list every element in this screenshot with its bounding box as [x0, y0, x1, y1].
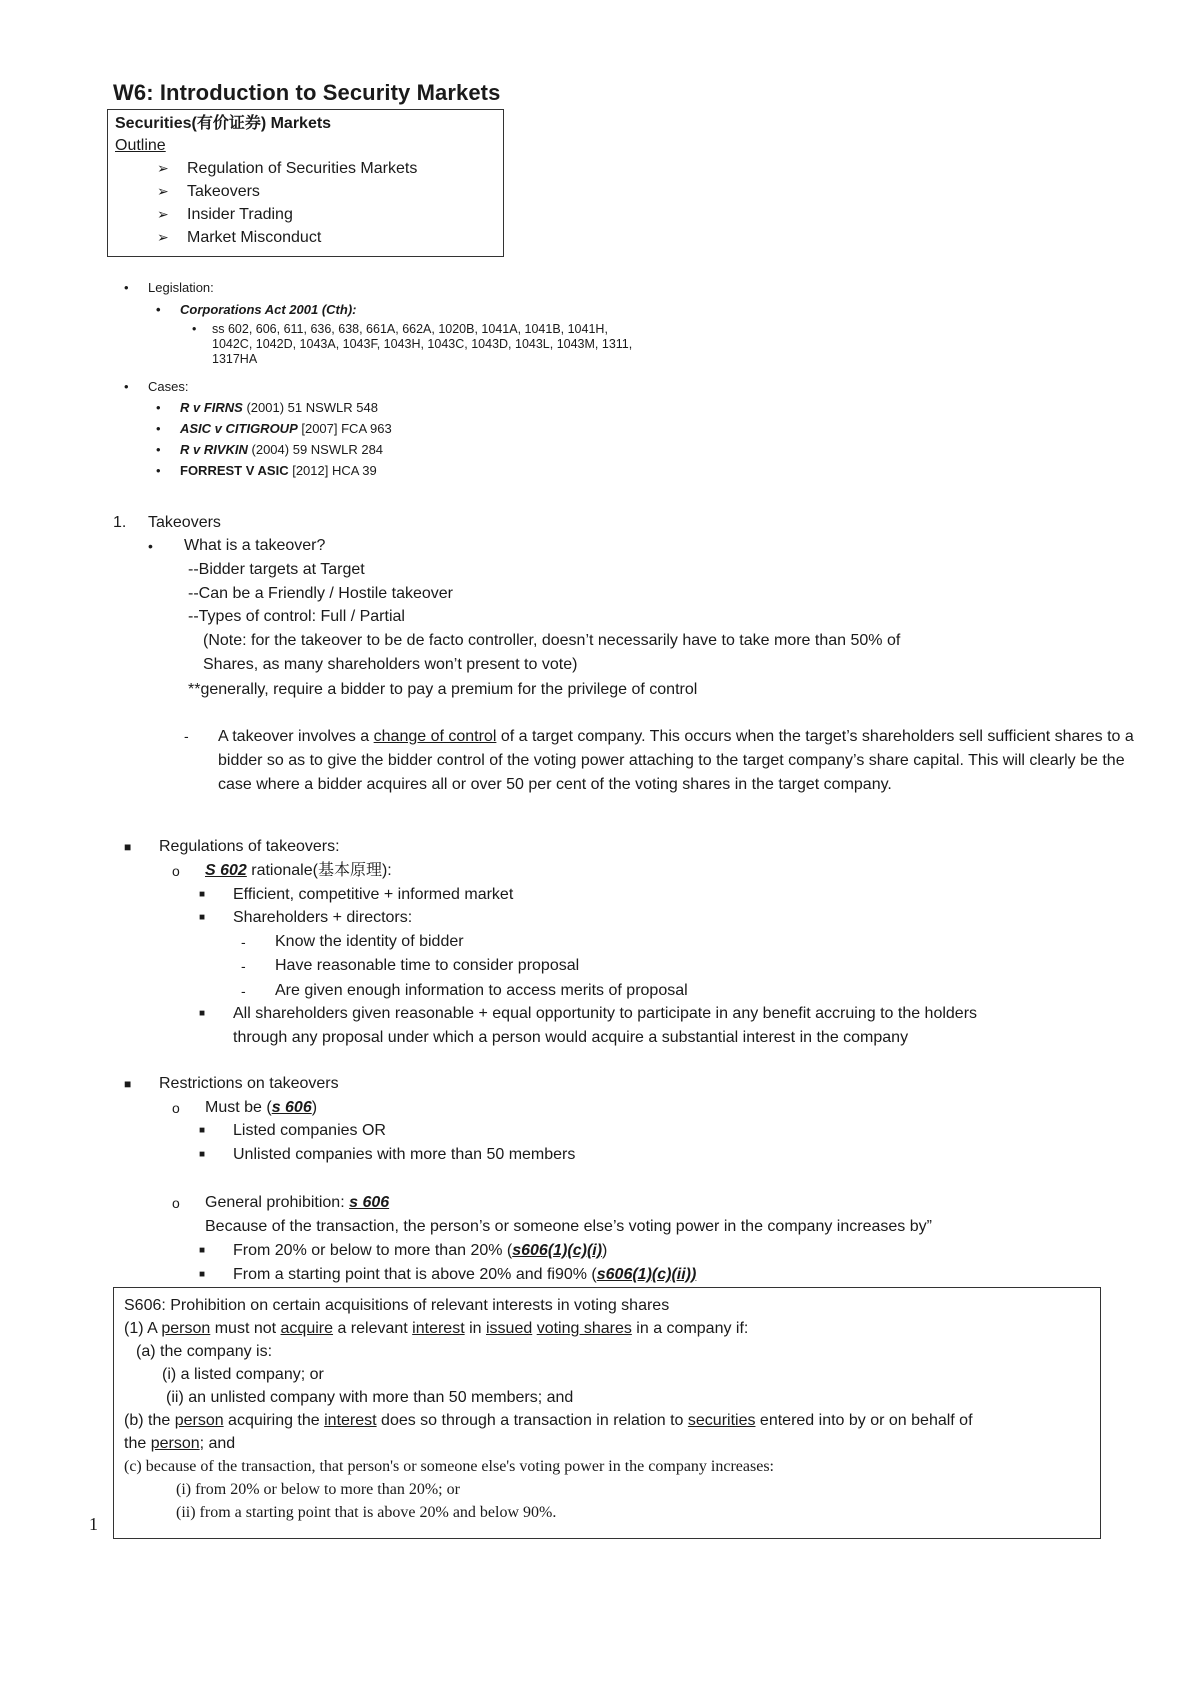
restrictions-heading: Restrictions on takeovers [159, 1075, 339, 1092]
square-bullet-icon: ■ [199, 1149, 206, 1160]
threshold-item: From a starting point that is above 20% and ﬁ90% (s606(1)(c)(ii)) [233, 1266, 697, 1283]
arrow-bullet-icon: ➢ [157, 183, 169, 199]
general-prohibition: General prohibition: s 606 [205, 1194, 390, 1211]
s602-rationale: S 602 rationale(基本原理): [205, 862, 392, 879]
outline-item: ➢ Takeovers [157, 180, 496, 203]
square-bullet-icon: ■ [199, 1245, 206, 1256]
rationale-sub-item: Know the identity of bidder [275, 933, 464, 950]
arrow-bullet-icon: ➢ [157, 160, 169, 176]
s606-para-a: (a) the company is: [136, 1343, 273, 1360]
threshold-item: From 20% or below to more than 20% (s606(1)(c)(i)) [233, 1242, 608, 1259]
dash-bullet-icon: - [241, 934, 246, 950]
page-number: 1 [89, 1514, 98, 1534]
takeover-line: --Types of control: Full / Partial [188, 608, 405, 625]
because-line: Because of the transaction, the person’s or someone else’s voting power in the company increases by” [205, 1218, 932, 1235]
rationale-item: through any proposal under which a person would acquire a substantial interest in the company [233, 1029, 909, 1046]
outline-heading: Securities(有价证券) Markets [115, 115, 332, 132]
rationale-item: Shareholders + directors: [233, 909, 413, 926]
case-item: • R v FIRNS (2001) 51 NSWLR 548 [156, 400, 378, 415]
takeover-definition: A takeover involves a change of control of a target company. This occurs when the target’s shareholders sell sufficient shares to a bidder so as to give the bidder control of the voting power attaching to the target company’s share capital. This will clearly be the case where a bidder acquires all or over 50 per cent of the voting shares in the target company. [218, 728, 1134, 793]
square-bullet-icon: ■ [199, 912, 206, 923]
takeover-line: --Can be a Friendly / Hostile takeover [188, 585, 453, 602]
s606-para-c: (c) because of the transaction, that person's or someone else's voting power in the company increases: [124, 1458, 774, 1475]
circle-bullet-icon: o [172, 1100, 180, 1116]
square-bullet-icon: ■ [199, 889, 206, 900]
takeover-premium: **generally, require a bidder to pay a premium for the privilege of control [188, 681, 698, 698]
takeover-note: (Note: for the takeover to be de facto controller, doesn’t necessarily have to take more than 50% of [203, 632, 901, 649]
arrow-bullet-icon: ➢ [157, 206, 169, 222]
case-item: • FORREST V ASIC [2012] HCA 39 [156, 463, 377, 478]
must-be: Must be (s 606) [205, 1099, 318, 1116]
outline-label: Outline [115, 137, 166, 154]
s606-para-a-ii: (ii) an unlisted company with more than 50 members; and [166, 1389, 574, 1406]
square-bullet-icon: ■ [199, 1125, 206, 1136]
arrow-bullet-icon: ➢ [157, 229, 169, 245]
page-title: W6: Introduction to Security Markets [113, 80, 501, 105]
square-bullet-icon: ■ [124, 840, 132, 854]
case-item: • R v RIVKIN (2004) 59 NSWLR 284 [156, 442, 384, 457]
rationale-item: All shareholders given reasonable + equal opportunity to participate in any benefit accruing to the holders [233, 1005, 978, 1022]
legislation-sections: • ss 602, 606, 611, 636, 638, 661A, 662A, 1020B, 1041A, 1041B, 1041H, 1042C, 1042D, 1043A, 1043F, 1043H, 1043C, 1043D, 1043L, 1043M, 1311, 1317HA [192, 322, 633, 366]
outline-list [115, 157, 496, 249]
square-bullet-icon: ■ [199, 1269, 206, 1280]
s606-subsection-1: (1) A person must not acquire a relevant interest in issued voting shares in a company if: [124, 1320, 749, 1337]
regulations-heading: Regulations of takeovers: [159, 838, 340, 855]
section-heading-takeovers: Takeovers [148, 514, 221, 531]
legislation-act: • Corporations Act 2001 (Cth): [156, 302, 357, 317]
s606-heading: S606: Prohibition on certain acquisitions of relevant interests in voting shares [124, 1297, 670, 1314]
what-is-takeover: What is a takeover? [184, 537, 326, 554]
cases-label: • Cases: [124, 379, 189, 394]
outline-item: ➢ Regulation of Securities Markets [157, 157, 496, 180]
square-bullet-icon: ■ [124, 1077, 132, 1091]
s606-para-b: (b) the person acquiring the interest does so through a transaction in relation to securities entered into by or on behalf of [124, 1412, 973, 1429]
dash-bullet-icon: - [241, 958, 246, 974]
rationale-sub-item: Are given enough information to access merits of proposal [275, 982, 688, 999]
outline-box [107, 109, 504, 257]
s606-para-c-ii: (ii) from a starting point that is above 20% and below 90%. [176, 1504, 557, 1521]
case-item: • ASIC v CITIGROUP [2007] FCA 963 [156, 421, 392, 436]
dash-bullet-icon: - [184, 728, 189, 744]
legislation-label: • Legislation: [124, 280, 214, 295]
bullet-icon: • [148, 538, 153, 554]
dash-bullet-icon: - [241, 983, 246, 999]
circle-bullet-icon: o [172, 1195, 180, 1211]
s606-statute-box [113, 1287, 1101, 1539]
takeover-line: --Bidder targets at Target [188, 561, 365, 578]
must-item: Unlisted companies with more than 50 members [233, 1146, 576, 1163]
circle-bullet-icon: o [172, 863, 180, 879]
section-number: 1. [113, 514, 127, 531]
outline-item: ➢ Market Misconduct [157, 226, 496, 249]
s606-para-a-i: (i) a listed company; or [162, 1366, 324, 1383]
square-bullet-icon: ■ [199, 1008, 206, 1019]
s606-para-c-i: (i) from 20% or below to more than 20%; or [176, 1481, 460, 1498]
s606-para-b-cont: the person; and [124, 1435, 236, 1452]
must-item: Listed companies OR [233, 1122, 386, 1139]
takeover-note: Shares, as many shareholders won’t present to vote) [203, 656, 578, 673]
rationale-sub-item: Have reasonable time to consider proposal [275, 957, 580, 974]
outline-item: ➢ Insider Trading [157, 203, 496, 226]
rationale-item: Efficient, competitive + informed market [233, 886, 514, 903]
